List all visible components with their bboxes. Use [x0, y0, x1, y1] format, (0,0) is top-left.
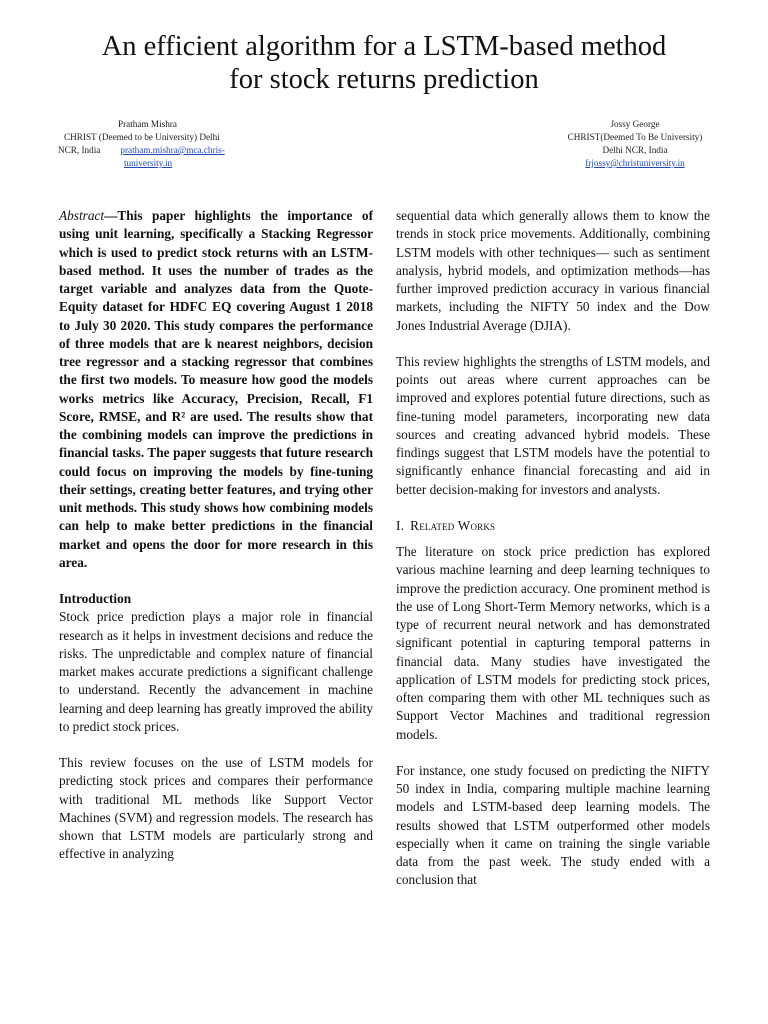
abstract-label: Abstract	[59, 208, 105, 223]
related-works-paragraph-1: The literature on stock price prediction has explored various machine learning and deep learning techniques to improve the prediction accuracy. One prominent method is the use of Long Short-Term Memory networks, which is a type of recurrent neural network and has demonstrated significant potential in capturing temporal patterns in financial data. Many studies have investigated the application of LSTM models for predicting stock prices, often comparing them with other ML techniques such as Support Vector Machines and traditional regression models.	[396, 544, 710, 742]
introduction-paragraph-2: This review focuses on the use of LSTM models for predicting stock prices and compares their performance with traditional ML methods like Support Vector Machines (SVM) and regression models. The research has shown that LSTM models are particularly strong and effective in analyzing	[59, 755, 373, 862]
paper-title-line-1: An efficient algorithm for a LSTM-based method	[101, 31, 667, 62]
right-column	[396, 207, 710, 890]
body-paragraph-2: This review highlights the strengths of LSTM models, and points out areas where current approaches can be improved and explores potential future directions, such as fine-tuning model parameters, incorporating new data sources and creating advanced hybrid models. These findings suggest that LSTM models have the potential to significantly enhance financial forecasting and aid in better decision-making for investors and analysts.	[396, 353, 710, 497]
author-affiliation-line	[58, 144, 258, 157]
left-column	[59, 207, 373, 864]
author-email-link-continued[interactable]: tuniversity.in	[124, 158, 173, 168]
author-affiliation: CHRIST(Deemed To Be University)	[567, 132, 703, 142]
author-email-link[interactable]: frjossy@christuniversity.in	[585, 158, 685, 168]
abstract-paragraph	[59, 207, 373, 572]
author-email-link[interactable]: pratham.mishra@mca.chris-	[120, 145, 225, 155]
abstract-text: —This paper highlights the importance of using unit learning, specifically a Stacking Regressor which is used to predict stock returns with an LSTM-based method. It uses the number of trades as the target variable and analyzes data from the Quote-Equity dataset for HDFC EQ covering August 1 2018 to July 30 2020. This study compares the performance of three models that are k nearest neighbors, decision tree regressor and a stacking regressor that combines the first two models. To measure how good the models works metrics like Accuracy, Precision, Recall, F1 Score, RMSE, and R² are used. The results show that the combining models can improve the predictions in financial tasks. The paper suggests that future research could focus on improving the models by fine-tuning their settings, creating better features, and trying other unit methods. This study shows how combining models can help to make better predictions in the financial market and opens the door for more research in this area.	[59, 208, 373, 570]
author-affiliation-2: NCR, India	[58, 145, 101, 155]
section-title: Related Works	[410, 517, 496, 533]
introduction-heading: Introduction	[59, 591, 132, 606]
section-heading-related-works	[396, 517, 710, 535]
related-works-paragraph-2: For instance, one study focused on predicting the NIFTY 50 index in India, comparing multiple machine learning models and LSTM-based deep learning models. The results showed that LSTM outperformed other models especially when it came on training the single variable data from the past week. The study ended with a conclusion that	[396, 762, 710, 888]
paper-title	[40, 30, 728, 96]
author-name: Pratham Mishra	[118, 119, 177, 129]
paper-title-line-2: for stock returns prediction	[229, 64, 539, 95]
author-affiliation: CHRIST (Deemed to be University) Delhi	[64, 132, 220, 142]
author-name: Jossy George	[610, 119, 660, 129]
introduction-paragraph-1: Stock price prediction plays a major role in financial research as it helps in investment decisions and reduce the risks. The unpredictable and complex nature of financial market makes accurate predictions a significant challenge to understand. Recently the advancement in machine learning and deep learning has greatly improved the ability to predict stock prices.	[59, 609, 373, 734]
section-number: I.	[396, 517, 405, 533]
author-email-line	[58, 157, 258, 170]
body-paragraph-1: sequential data which generally allows them to know the trends in stock price movements. Additionally, combining LSTM models with other techniques— such as sentiment analysis, hybrid models, and optimization methods—has further improved prediction accuracy in various financial markets, including the NIFTY 50 index and the Dow Jones Industrial Average (DJIA).	[396, 208, 710, 333]
author-block-left	[58, 118, 258, 170]
author-block-right	[540, 118, 730, 170]
author-affiliation-2: Delhi NCR, India	[602, 145, 668, 155]
